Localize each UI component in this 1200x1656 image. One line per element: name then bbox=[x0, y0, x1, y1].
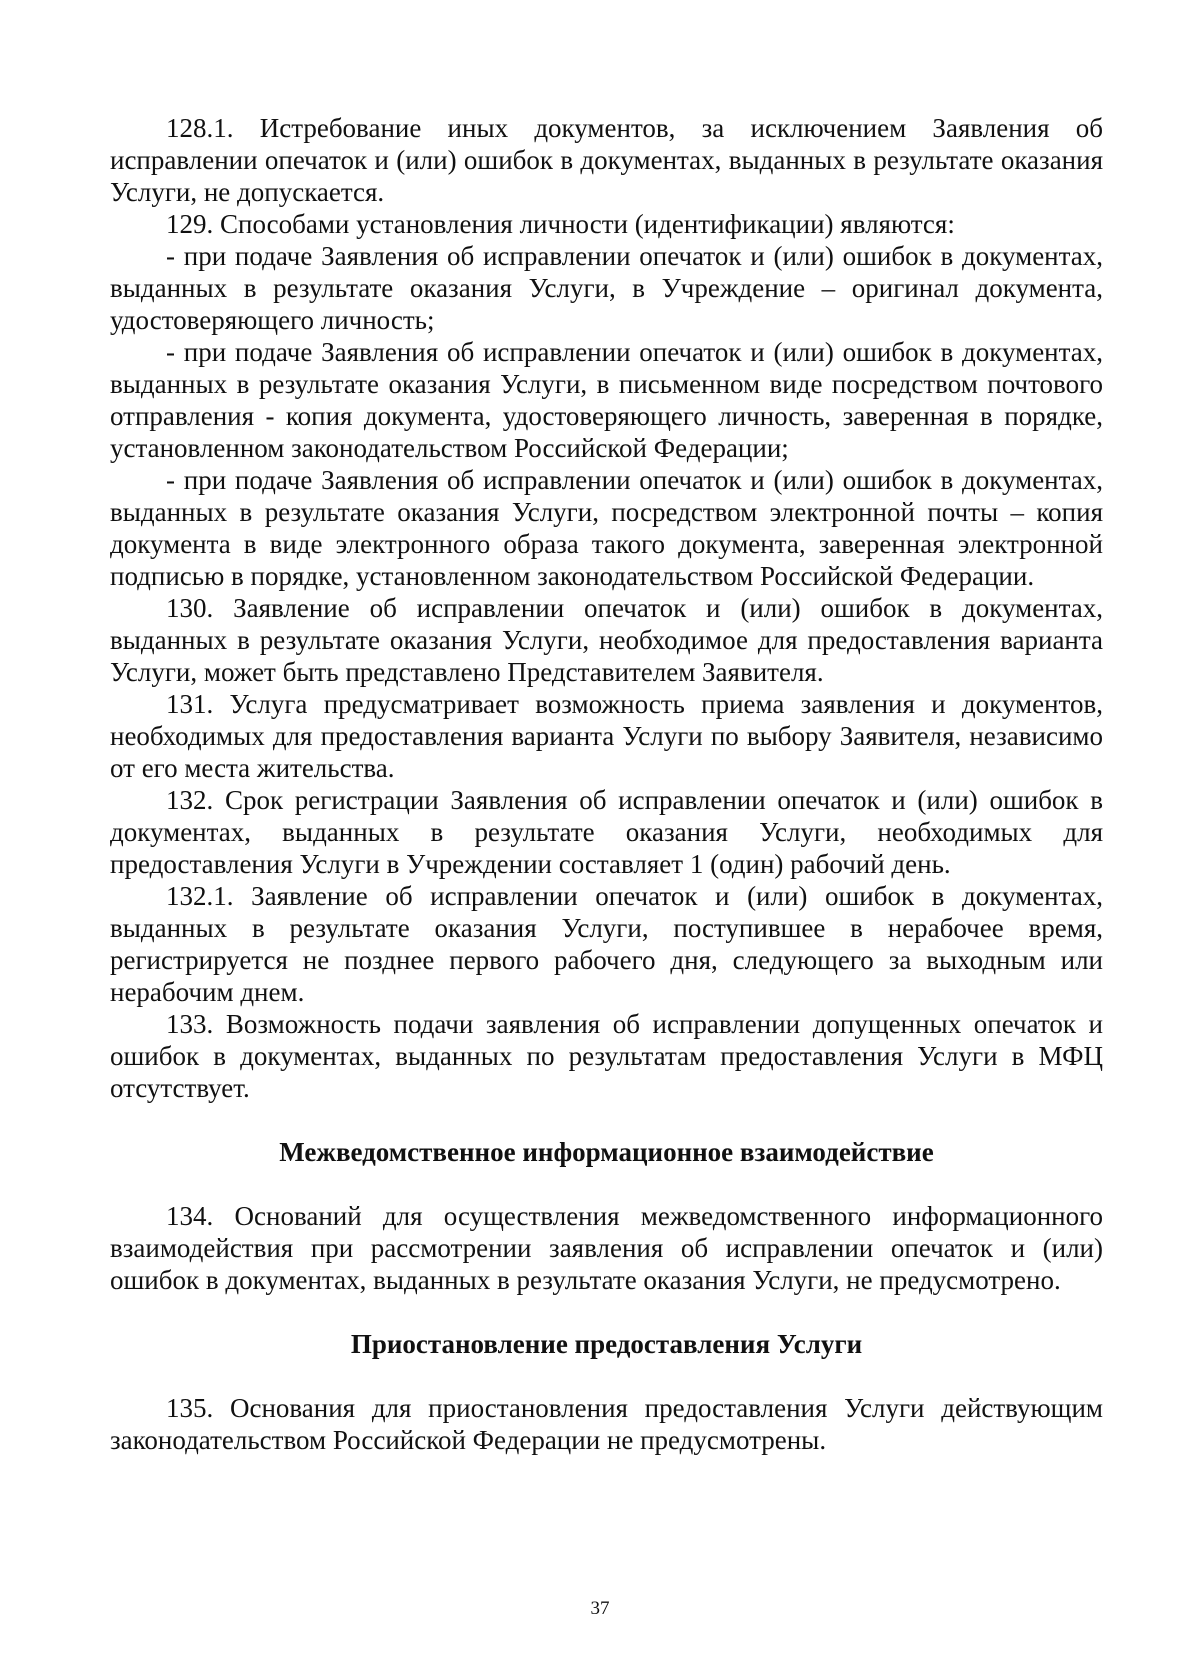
paragraph-131: 131. Услуга предусматривает возможность приема заявления и документов, необходимых для предоставления варианта Услуги по выбору Заявителя, независимо от его места жительства. bbox=[110, 689, 1103, 783]
paragraph-128-1: 128.1. Истребование иных документов, за исключением Заявления об исправлении опечаток и (или) ошибок в документах, выданных в результате оказания Услуги, не допускается. bbox=[110, 113, 1103, 207]
paragraph-129-item-1: - при подаче Заявления об исправлении опечаток и (или) ошибок в документах, выданных в результате оказания Услуги, в Учреждение – оригинал документа, удостоверяющего личность; bbox=[110, 241, 1103, 335]
section-heading-interagency: Межведомственное информационное взаимодействие bbox=[279, 1137, 934, 1167]
paragraph-133: 133. Возможность подачи заявления об исправлении допущенных опечаток и ошибок в документах, выданных по результатам предоставления Услуги в МФЦ отсутствует. bbox=[110, 1009, 1103, 1103]
page-number: 37 bbox=[590, 1598, 610, 1619]
paragraph-129: 129. Способами установления личности (идентификации) являются: bbox=[166, 209, 955, 239]
paragraph-129-item-2: - при подаче Заявления об исправлении опечаток и (или) ошибок в документах, выданных в результате оказания Услуги, в письменном виде посредством почтового отправления - копия документа, удостоверяющего личность, заверенная в порядке, установленном законодательством Российской Федерации; bbox=[110, 337, 1103, 463]
paragraph-132-1: 132.1. Заявление об исправлении опечаток и (или) ошибок в документах, выданных в результате оказания Услуги, поступившее в нерабочее время, регистрируется не позднее первого рабочего дня, следующего за выходным или нерабочим днем. bbox=[110, 881, 1103, 1007]
paragraph-135: 135. Основания для приостановления предоставления Услуги действующим законодательством Российской Федерации не предусмотрены. bbox=[110, 1393, 1103, 1455]
paragraph-129-item-3: - при подаче Заявления об исправлении опечаток и (или) ошибок в документах, выданных в результате оказания Услуги, посредством электронной почты – копия документа в виде электронного образа такого документа, заверенная электронной подписью в порядке, установленном законодательством Российской Федерации. bbox=[110, 465, 1103, 591]
paragraph-132: 132. Срок регистрации Заявления об исправлении опечаток и (или) ошибок в документах, выданных в результате оказания Услуги, необходимых для предоставления Услуги в Учреждении составляет 1 (один) рабочий день. bbox=[110, 785, 1103, 879]
paragraph-134: 134. Оснований для осуществления межведомственного информационного взаимодействия при рассмотрении заявления об исправлении опечаток и (или) ошибок в документах, выданных в результате оказания Услуги, не предусмотрено. bbox=[110, 1201, 1103, 1295]
document-page bbox=[110, 112, 1103, 1456]
paragraph-130: 130. Заявление об исправлении опечаток и (или) ошибок в документах, выданных в результате оказания Услуги, необходимое для предоставления варианта Услуги, может быть представлено Представителем Заявителя. bbox=[110, 593, 1103, 687]
section-heading-suspension: Приостановление предоставления Услуги bbox=[350, 1329, 863, 1359]
